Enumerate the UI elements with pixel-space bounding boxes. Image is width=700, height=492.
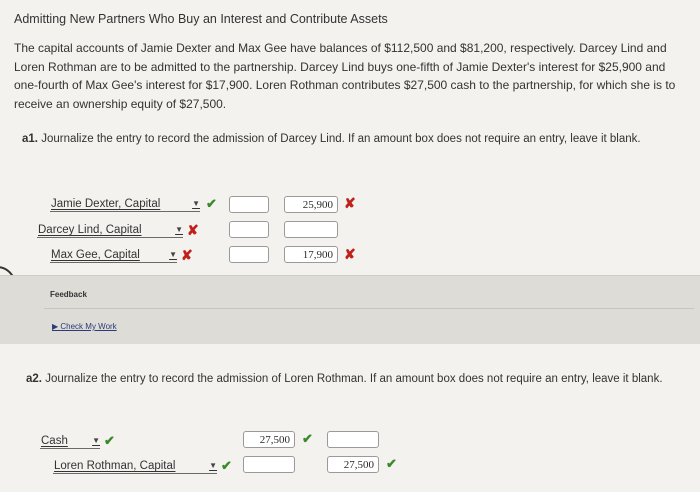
question-a1-text: Journalize the entry to record the admission of Darcey Lind. If an amount box does not require an entry, leave it blank. bbox=[41, 133, 641, 145]
a1-row1-credit-input[interactable]: 25,900 bbox=[284, 196, 338, 213]
problem-description: The capital accounts of Jamie Dexter and Max Gee have balances of $112,500 and $81,200, respectively. Darcey Lind and Loren Rothman are to be admitted to the partnership. Darcey Lind buys one-fifth of Jamie Dexter's interest for $25,900 and one-fourth of Max Gee's interest for $17,900. Loren Rothman contributes $27,500 cash to the partnership, for which she is to receive an ownership equity of $27,500. bbox=[14, 41, 676, 111]
chevron-down-icon: ▼ bbox=[209, 461, 217, 470]
a1-row1-debit-input[interactable] bbox=[229, 196, 269, 213]
check-icon: ✔ bbox=[104, 433, 115, 448]
page-title: Admitting New Partners Who Buy an Interest and Contribute Assets bbox=[14, 12, 388, 26]
check-my-work-link[interactable] bbox=[52, 322, 117, 331]
feedback-divider bbox=[44, 308, 694, 309]
feedback-panel bbox=[0, 275, 700, 344]
a1-row2-credit-input[interactable] bbox=[284, 221, 338, 238]
a2-row2-account-select[interactable] bbox=[53, 459, 217, 474]
x-icon: ✘ bbox=[187, 222, 199, 238]
chevron-down-icon: ▼ bbox=[92, 436, 100, 445]
check-icon: ✔ bbox=[221, 458, 232, 473]
a2-row1-account-value: Cash bbox=[41, 435, 68, 447]
question-a2 bbox=[26, 371, 690, 388]
check-icon: ✔ bbox=[302, 431, 313, 446]
a2-row1-account-select[interactable] bbox=[40, 434, 100, 449]
check-icon: ✔ bbox=[206, 196, 217, 211]
a1-row2-debit-input[interactable] bbox=[229, 221, 269, 238]
a1-row1-account-select[interactable] bbox=[50, 197, 200, 212]
a1-row3-account-select[interactable] bbox=[50, 248, 177, 263]
question-a1-label: a1. bbox=[22, 133, 38, 145]
x-icon: ✘ bbox=[344, 246, 356, 262]
chevron-down-icon: ▼ bbox=[169, 250, 177, 259]
question-a1 bbox=[22, 131, 682, 148]
a1-row1-account-value: Jamie Dexter, Capital bbox=[51, 198, 161, 210]
question-a2-text: Journalize the entry to record the admission of Loren Rothman. If an amount box does not require an entry, leave it blank. bbox=[45, 373, 663, 385]
a2-row1-debit-input[interactable]: 27,500 bbox=[243, 431, 295, 448]
a2-row2-debit-input[interactable] bbox=[243, 456, 295, 473]
a1-row3-credit-input[interactable]: 17,900 bbox=[284, 246, 338, 263]
check-icon: ✔ bbox=[386, 456, 397, 471]
a1-row2-account-value: Darcey Lind, Capital bbox=[38, 224, 142, 236]
a1-row2-account-select[interactable] bbox=[37, 223, 183, 238]
a2-row2-account-value: Loren Rothman, Capital bbox=[54, 460, 176, 472]
feedback-label: Feedback bbox=[50, 290, 87, 299]
chevron-down-icon: ▼ bbox=[175, 225, 183, 234]
x-icon: ✘ bbox=[181, 247, 193, 263]
chevron-down-icon: ▼ bbox=[192, 199, 200, 208]
triangle-right-icon: ▶ bbox=[52, 322, 61, 331]
a1-row3-debit-input[interactable] bbox=[229, 246, 269, 263]
a2-row2-credit-input[interactable]: 27,500 bbox=[327, 456, 379, 473]
check-my-work-label: Check My Work bbox=[60, 322, 117, 331]
a1-row3-account-value: Max Gee, Capital bbox=[51, 249, 140, 261]
x-icon: ✘ bbox=[344, 195, 356, 211]
question-a2-label: a2. bbox=[26, 373, 42, 385]
a2-row1-credit-input[interactable] bbox=[327, 431, 379, 448]
